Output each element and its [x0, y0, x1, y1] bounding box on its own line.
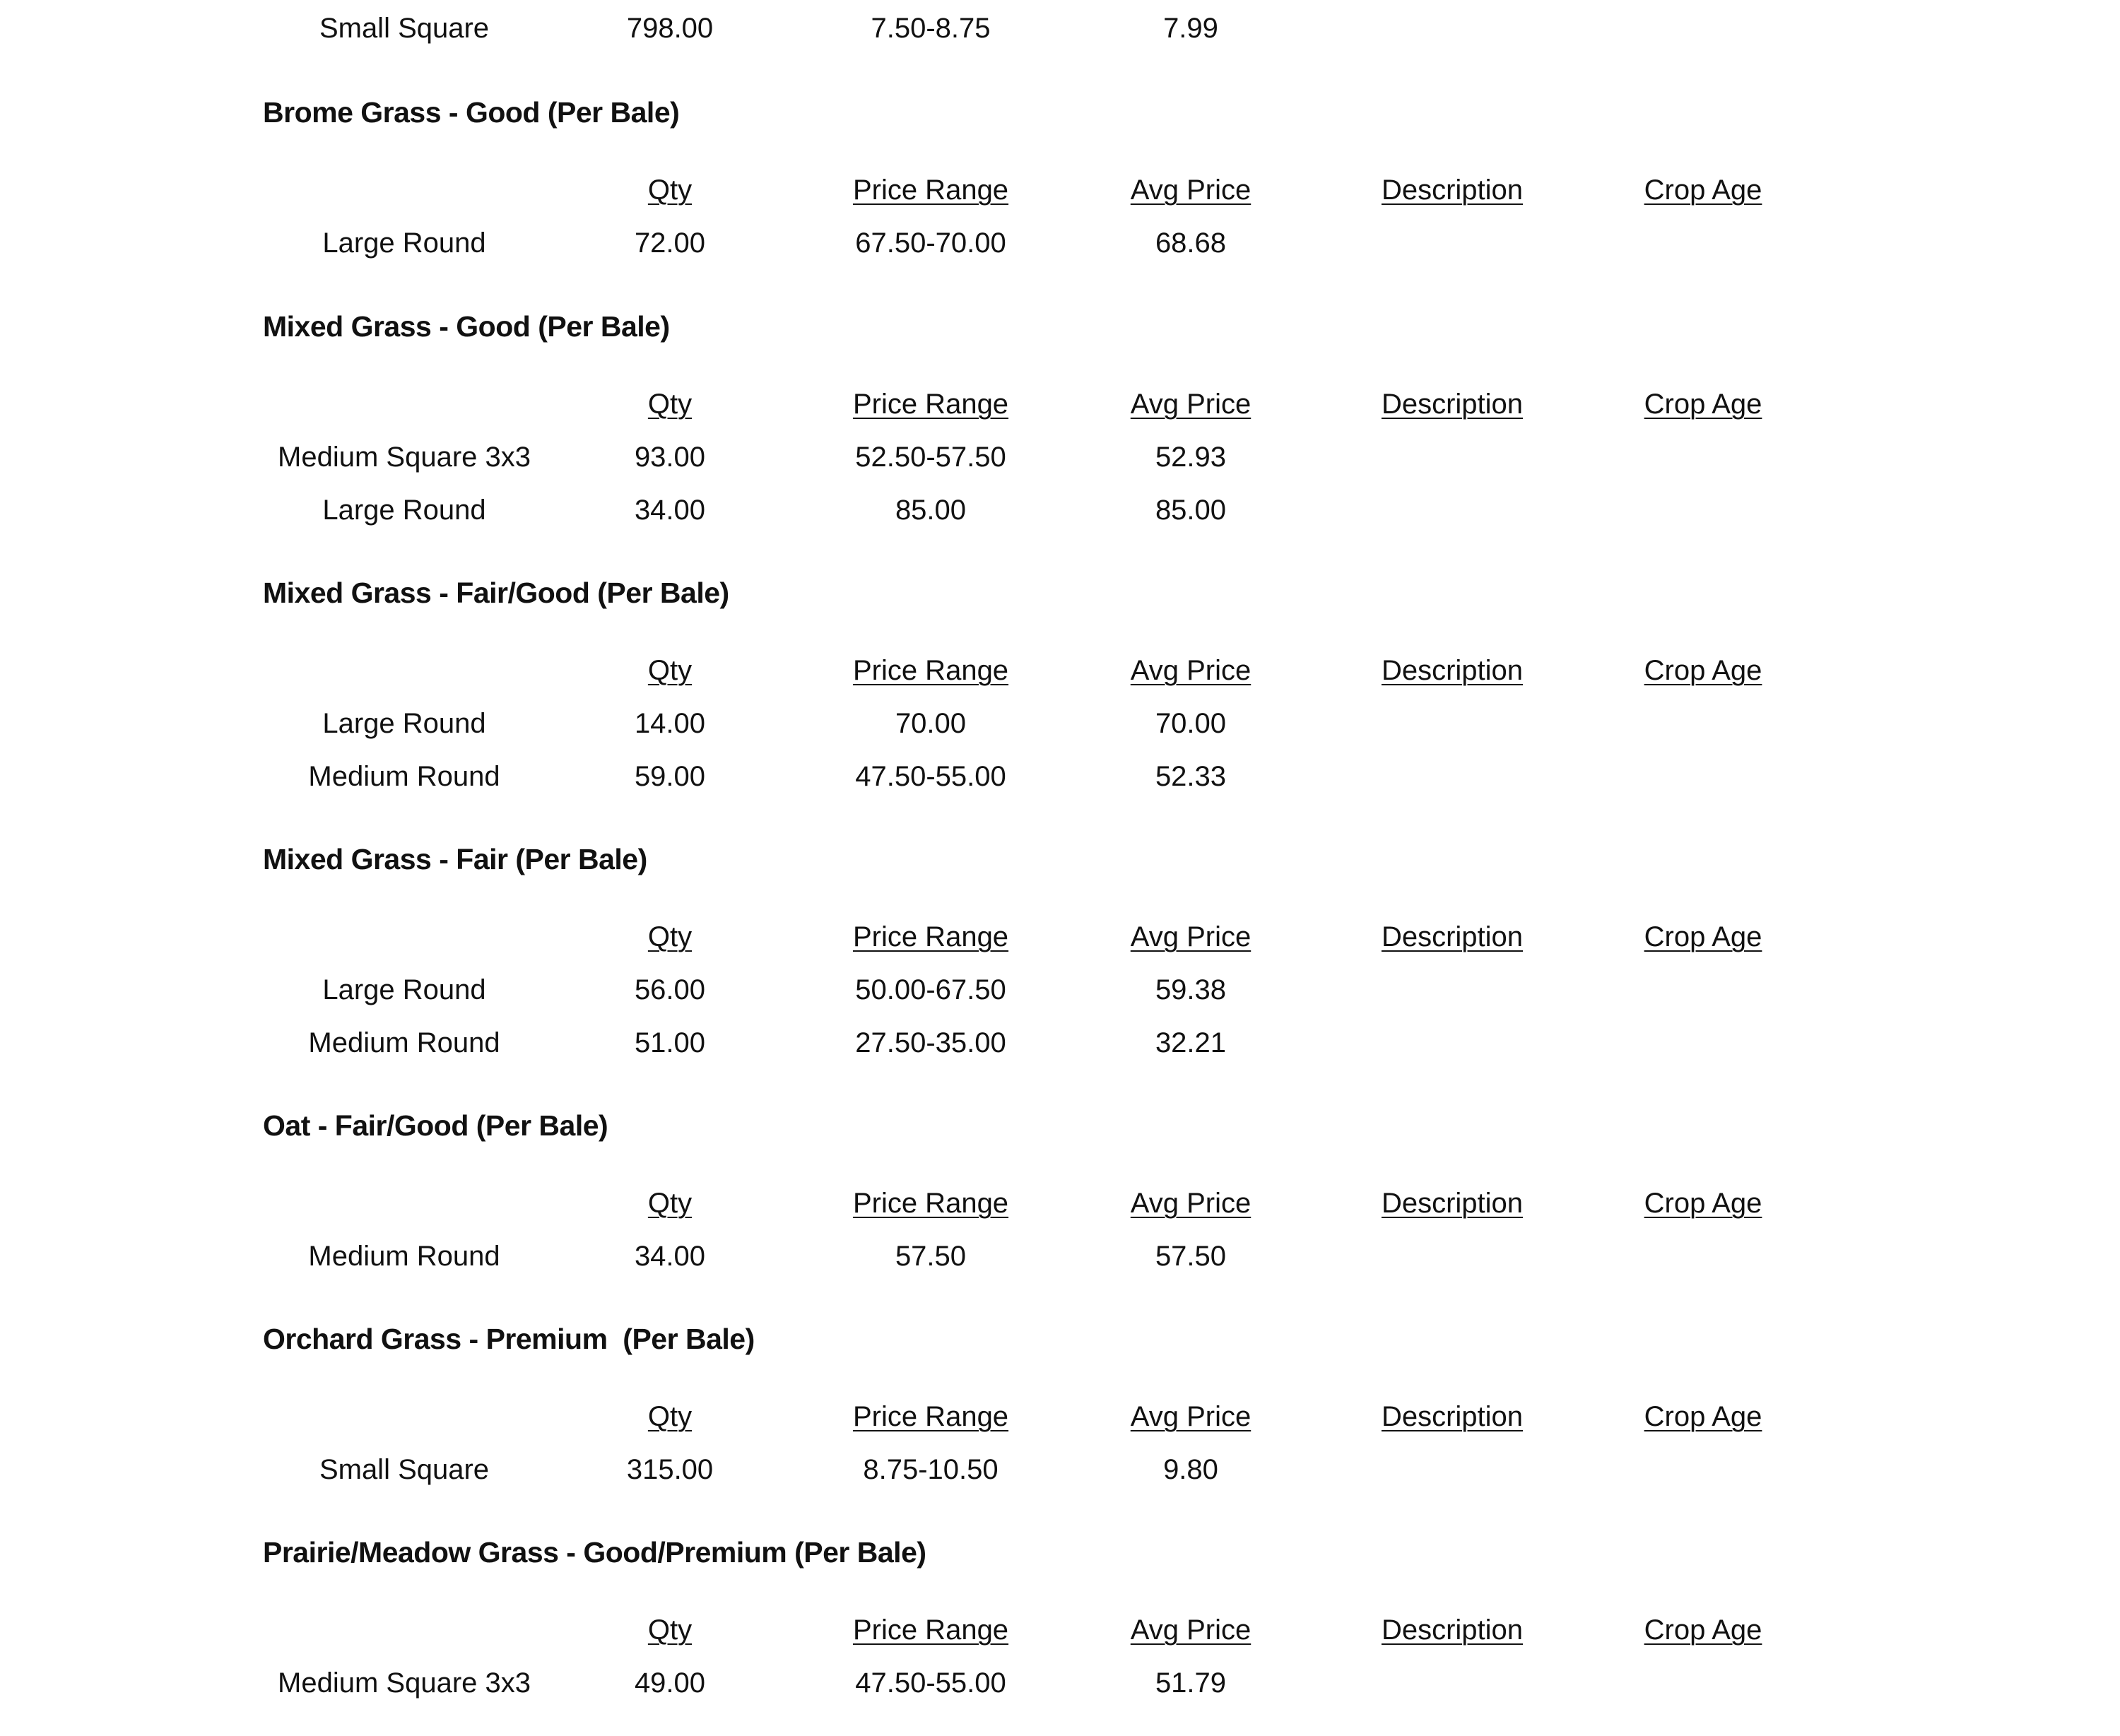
- qty-value: 59.00: [634, 761, 706, 792]
- price-range-header: Price Range: [852, 1188, 1009, 1219]
- avg-price-header: Avg Price: [1130, 389, 1252, 420]
- crop-age-header: Crop Age: [1644, 175, 1762, 206]
- avg-price-value: 52.33: [1155, 761, 1227, 792]
- bale-type: Large Round: [322, 708, 486, 739]
- description-header: Description: [1381, 389, 1524, 420]
- crop-age-header: Crop Age: [1644, 1614, 1762, 1646]
- qty-header: Qty: [647, 1401, 693, 1432]
- column-header-row: [0, 164, 2120, 217]
- price-range-header: Price Range: [852, 175, 1009, 206]
- avg-price-value: 68.68: [1155, 228, 1227, 259]
- description-header: Description: [1381, 1401, 1524, 1432]
- qty-value: 34.00: [634, 495, 706, 526]
- column-header-row: [0, 911, 2120, 964]
- avg-price-value: 85.00: [1155, 495, 1227, 526]
- avg-price-header: Avg Price: [1130, 655, 1252, 686]
- table-row: [0, 964, 2120, 1017]
- table-row: [0, 1443, 2120, 1496]
- qty-value: 315.00: [626, 1454, 714, 1485]
- price-range-value: 47.50-55.00: [855, 1667, 1006, 1699]
- avg-price-header: Avg Price: [1130, 921, 1252, 952]
- section-title: Brome Grass - Good (Per Bale): [263, 96, 680, 129]
- table-row: [0, 697, 2120, 750]
- bale-type: Medium Square 3x3: [278, 1667, 531, 1699]
- bale-type: Small Square: [319, 13, 490, 44]
- avg-price-value: 59.38: [1155, 974, 1227, 1005]
- column-header-row: [0, 378, 2120, 431]
- qty-value: 51.00: [634, 1027, 706, 1058]
- price-range-value: 8.75-10.50: [863, 1454, 999, 1485]
- table-row: [0, 484, 2120, 537]
- qty-header: Qty: [647, 921, 693, 952]
- crop-age-header: Crop Age: [1644, 1188, 1762, 1219]
- avg-price-value: 52.93: [1155, 442, 1227, 473]
- qty-value: 56.00: [634, 974, 706, 1005]
- avg-price-header: Avg Price: [1130, 1614, 1252, 1646]
- price-range-value: 47.50-55.00: [855, 761, 1006, 792]
- column-header-row: [0, 1604, 2120, 1657]
- price-range-header: Price Range: [852, 921, 1009, 952]
- price-range-value: 7.50-8.75: [871, 13, 991, 44]
- section-title: Mixed Grass - Fair (Per Bale): [263, 843, 647, 875]
- price-range-header: Price Range: [852, 1614, 1009, 1646]
- column-header-row: [0, 644, 2120, 697]
- avg-price-header: Avg Price: [1130, 175, 1252, 206]
- crop-age-header: Crop Age: [1644, 1401, 1762, 1432]
- qty-value: 798.00: [626, 13, 714, 44]
- qty-value: 34.00: [634, 1241, 706, 1272]
- avg-price-value: 32.21: [1155, 1027, 1227, 1058]
- avg-price-value: 9.80: [1163, 1454, 1218, 1485]
- price-range-value: 67.50-70.00: [855, 228, 1006, 259]
- table-row: [0, 217, 2120, 270]
- table-row: [0, 2, 2120, 55]
- qty-header: Qty: [647, 175, 693, 206]
- crop-age-header: Crop Age: [1644, 655, 1762, 686]
- bale-type: Medium Round: [308, 1241, 500, 1272]
- avg-price-value: 7.99: [1163, 13, 1218, 44]
- avg-price-value: 70.00: [1155, 708, 1227, 739]
- bale-type: Medium Square 3x3: [278, 442, 531, 473]
- price-range-value: 70.00: [895, 708, 967, 739]
- qty-value: 49.00: [634, 1667, 706, 1699]
- bale-type: Medium Round: [308, 761, 500, 792]
- section-title: Mixed Grass - Fair/Good (Per Bale): [263, 577, 729, 609]
- table-row: [0, 431, 2120, 484]
- avg-price-header: Avg Price: [1130, 1401, 1252, 1432]
- price-range-value: 85.00: [895, 495, 967, 526]
- section-title: Mixed Grass - Good (Per Bale): [263, 310, 670, 343]
- avg-price-header: Avg Price: [1130, 1188, 1252, 1219]
- description-header: Description: [1381, 655, 1524, 686]
- table-row: [0, 1017, 2120, 1070]
- price-range-header: Price Range: [852, 1401, 1009, 1432]
- qty-header: Qty: [647, 389, 693, 420]
- qty-value: 14.00: [634, 708, 706, 739]
- qty-header: Qty: [647, 655, 693, 686]
- qty-value: 93.00: [634, 442, 706, 473]
- bale-type: Large Round: [322, 228, 486, 259]
- column-header-row: [0, 1390, 2120, 1443]
- qty-value: 72.00: [634, 228, 706, 259]
- price-range-value: 52.50-57.50: [855, 442, 1006, 473]
- column-header-row: [0, 1177, 2120, 1230]
- crop-age-header: Crop Age: [1644, 389, 1762, 420]
- avg-price-value: 51.79: [1155, 1667, 1227, 1699]
- section-title: Oat - Fair/Good (Per Bale): [263, 1109, 608, 1142]
- description-header: Description: [1381, 1188, 1524, 1219]
- price-range-value: 57.50: [895, 1241, 967, 1272]
- bale-type: Medium Round: [308, 1027, 500, 1058]
- price-range-value: 50.00-67.50: [855, 974, 1006, 1005]
- description-header: Description: [1381, 175, 1524, 206]
- description-header: Description: [1381, 921, 1524, 952]
- bale-type: Large Round: [322, 495, 486, 526]
- price-range-header: Price Range: [852, 655, 1009, 686]
- table-row: [0, 1230, 2120, 1283]
- table-row: [0, 750, 2120, 803]
- bale-type: Small Square: [319, 1454, 490, 1485]
- section-title: Prairie/Meadow Grass - Good/Premium (Per Bale): [263, 1536, 926, 1569]
- bale-type: Large Round: [322, 974, 486, 1005]
- table-row: [0, 1657, 2120, 1710]
- crop-age-header: Crop Age: [1644, 921, 1762, 952]
- price-range-value: 27.50-35.00: [855, 1027, 1006, 1058]
- avg-price-value: 57.50: [1155, 1241, 1227, 1272]
- qty-header: Qty: [647, 1614, 693, 1646]
- qty-header: Qty: [647, 1188, 693, 1219]
- price-range-header: Price Range: [852, 389, 1009, 420]
- description-header: Description: [1381, 1614, 1524, 1646]
- section-title: Orchard Grass - Premium (Per Bale): [263, 1323, 755, 1355]
